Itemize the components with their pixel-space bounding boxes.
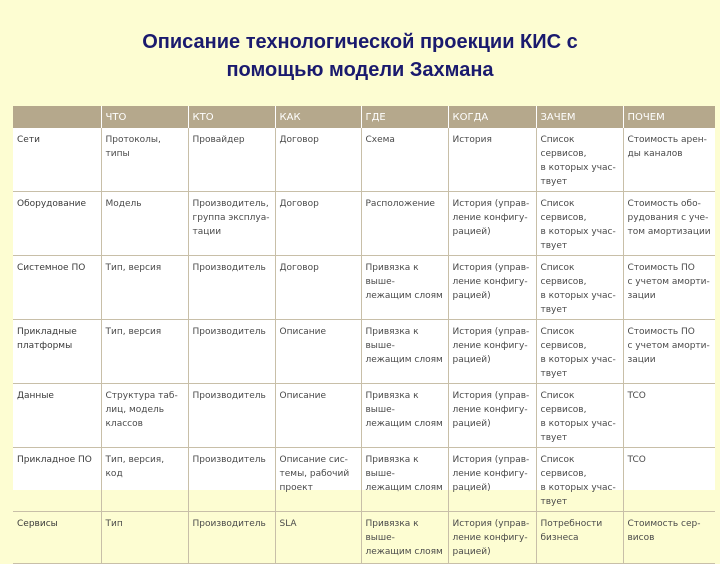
table-cell [101, 192, 188, 256]
table-cell [448, 128, 536, 192]
cell-text: Стоимость сер- висов [627, 519, 701, 543]
table-cell [275, 512, 361, 564]
cell-text: Описание сис- темы, рабочий проект [279, 455, 350, 493]
table-row [13, 256, 715, 320]
table-header-row [13, 106, 715, 128]
cell-text: Производитель [192, 263, 266, 273]
zachman-table [13, 106, 715, 564]
row-header-cell [13, 192, 101, 256]
cell-text: TCO [627, 391, 646, 401]
cell-text: Привязка к выше- лежащим слоям [365, 519, 443, 557]
header-cell-what: ЧТО [101, 106, 188, 128]
table-row [13, 128, 715, 192]
row-header-cell [13, 256, 101, 320]
table-cell [623, 320, 715, 384]
cell-text: Провайдер [192, 135, 245, 145]
zachman-table-container [13, 106, 715, 557]
table-cell [275, 448, 361, 512]
cell-text: Список сервисов, в которых учас- твует [540, 391, 616, 443]
cell-text: Прикладные платформы [17, 327, 77, 351]
table-cell [275, 256, 361, 320]
cell-text: Стоимость обо- рудования с уче- том амортизации [627, 199, 711, 237]
table-cell [536, 448, 623, 512]
table-cell [188, 320, 275, 384]
cell-text: Производитель [192, 519, 266, 529]
cell-text: Структура таб- лиц, модель классов [105, 391, 178, 429]
cell-text: Тип, версия [105, 263, 162, 273]
table-cell [536, 192, 623, 256]
cell-text: Привязка к выше- лежащим слоям [365, 391, 443, 429]
cell-text: Тип [105, 519, 123, 529]
cell-text: Стоимость ПО с учетом аморти- зации [627, 263, 710, 301]
cell-text: Данные [17, 391, 54, 401]
table-cell [536, 320, 623, 384]
cell-text: Привязка к выше- лежащим слоям [365, 455, 443, 493]
table-cell [448, 192, 536, 256]
cell-text: Описание [279, 391, 327, 401]
table-cell [361, 448, 448, 512]
table-cell [536, 512, 623, 564]
table-cell [536, 128, 623, 192]
cell-text: Список сервисов, в которых учас- твует [540, 263, 616, 315]
header-cell-who: КТО [188, 106, 275, 128]
table-cell [623, 256, 715, 320]
cell-text: Производитель, группа эксплуа- тации [192, 199, 270, 237]
table-cell [623, 128, 715, 192]
cell-text: История (управ- ление конфигу- рацией) [452, 519, 530, 557]
table-cell [275, 128, 361, 192]
table-cell [361, 320, 448, 384]
table-row [13, 512, 715, 564]
cell-text: Системное ПО [17, 263, 86, 273]
cell-text: История (управ- ление конфигу- рацией) [452, 455, 530, 493]
cell-text: Список сервисов, в которых учас- твует [540, 199, 616, 251]
table-cell [188, 192, 275, 256]
header-cell [13, 106, 101, 128]
row-header-cell [13, 448, 101, 512]
cell-text: Тип, версия, код [105, 455, 165, 479]
table-cell [188, 256, 275, 320]
cell-text: Стоимость арен- ды каналов [627, 135, 707, 159]
table-cell [188, 512, 275, 564]
cell-text: Список сервисов, в которых учас- твует [540, 327, 616, 379]
table-cell [361, 128, 448, 192]
table-cell [361, 256, 448, 320]
slide-title [0, 28, 720, 84]
cell-text: Список сервисов, в которых учас- твует [540, 135, 616, 187]
table-cell [448, 256, 536, 320]
cell-text: История [452, 135, 492, 145]
slide-title-line1: Описание технологической проекции КИС с [142, 31, 578, 53]
slide-title-line2: помощью модели Захмана [226, 59, 494, 81]
table-row [13, 384, 715, 448]
cell-text: Потребности бизнеса [540, 519, 603, 543]
table-cell [101, 384, 188, 448]
cell-text: Сети [17, 135, 40, 145]
cell-text: Модель [105, 199, 142, 209]
header-cell-when: КОГДА [448, 106, 536, 128]
table-row [13, 320, 715, 384]
cell-text: Описание [279, 327, 327, 337]
table-cell [623, 384, 715, 448]
cell-text: TCO [627, 455, 646, 465]
row-header-cell [13, 320, 101, 384]
row-header-cell [13, 128, 101, 192]
cell-text: История (управ- ление конфигу- рацией) [452, 327, 530, 365]
row-header-cell [13, 512, 101, 564]
cell-text: Список сервисов, в которых учас- твует [540, 455, 616, 507]
cell-text: Производитель [192, 327, 266, 337]
table-cell [536, 384, 623, 448]
table-cell [101, 256, 188, 320]
table-cell [275, 384, 361, 448]
header-cell-cost: ПОЧЕМ [623, 106, 715, 128]
table-cell [188, 128, 275, 192]
cell-text: Сервисы [17, 519, 58, 529]
cell-text: Договор [279, 263, 319, 273]
table-cell [448, 512, 536, 564]
cell-text: Стоимость ПО с учетом аморти- зации [627, 327, 710, 365]
cell-text: История (управ- ление конфигу- рацией) [452, 263, 530, 301]
cell-text: Привязка к выше- лежащим слоям [365, 263, 443, 301]
table-cell [361, 384, 448, 448]
cell-text: История (управ- ление конфигу- рацией) [452, 199, 530, 237]
cell-text: Привязка к выше- лежащим слоям [365, 327, 443, 365]
table-cell [275, 192, 361, 256]
cell-text: История (управ- ление конфигу- рацией) [452, 391, 530, 429]
table-cell [101, 128, 188, 192]
table-cell [623, 192, 715, 256]
table-cell [101, 320, 188, 384]
table-cell [188, 448, 275, 512]
cell-text: Тип, версия [105, 327, 162, 337]
table-row [13, 448, 715, 512]
table-cell [361, 512, 448, 564]
table-cell [101, 448, 188, 512]
header-cell-why: ЗАЧЕМ [536, 106, 623, 128]
table-cell [101, 512, 188, 564]
table-cell [188, 384, 275, 448]
header-cell-how: КАК [275, 106, 361, 128]
cell-text: Оборудование [17, 199, 86, 209]
table-cell [623, 512, 715, 564]
cell-text: Договор [279, 199, 319, 209]
cell-text: Схема [365, 135, 395, 145]
cell-text: Протоколы, типы [105, 135, 161, 159]
cell-text: Расположение [365, 199, 435, 209]
table-cell [361, 192, 448, 256]
table-cell [623, 448, 715, 512]
cell-text: Прикладное ПО [17, 455, 92, 465]
table-cell [536, 256, 623, 320]
table-cell [448, 384, 536, 448]
cell-text: SLA [279, 519, 297, 529]
cell-text: Договор [279, 135, 319, 145]
cell-text: Производитель [192, 391, 266, 401]
table-cell [448, 448, 536, 512]
row-header-cell [13, 384, 101, 448]
cell-text: Производитель [192, 455, 266, 465]
header-cell-where: ГДЕ [361, 106, 448, 128]
table-cell [448, 320, 536, 384]
table-row [13, 192, 715, 256]
table-cell [275, 320, 361, 384]
